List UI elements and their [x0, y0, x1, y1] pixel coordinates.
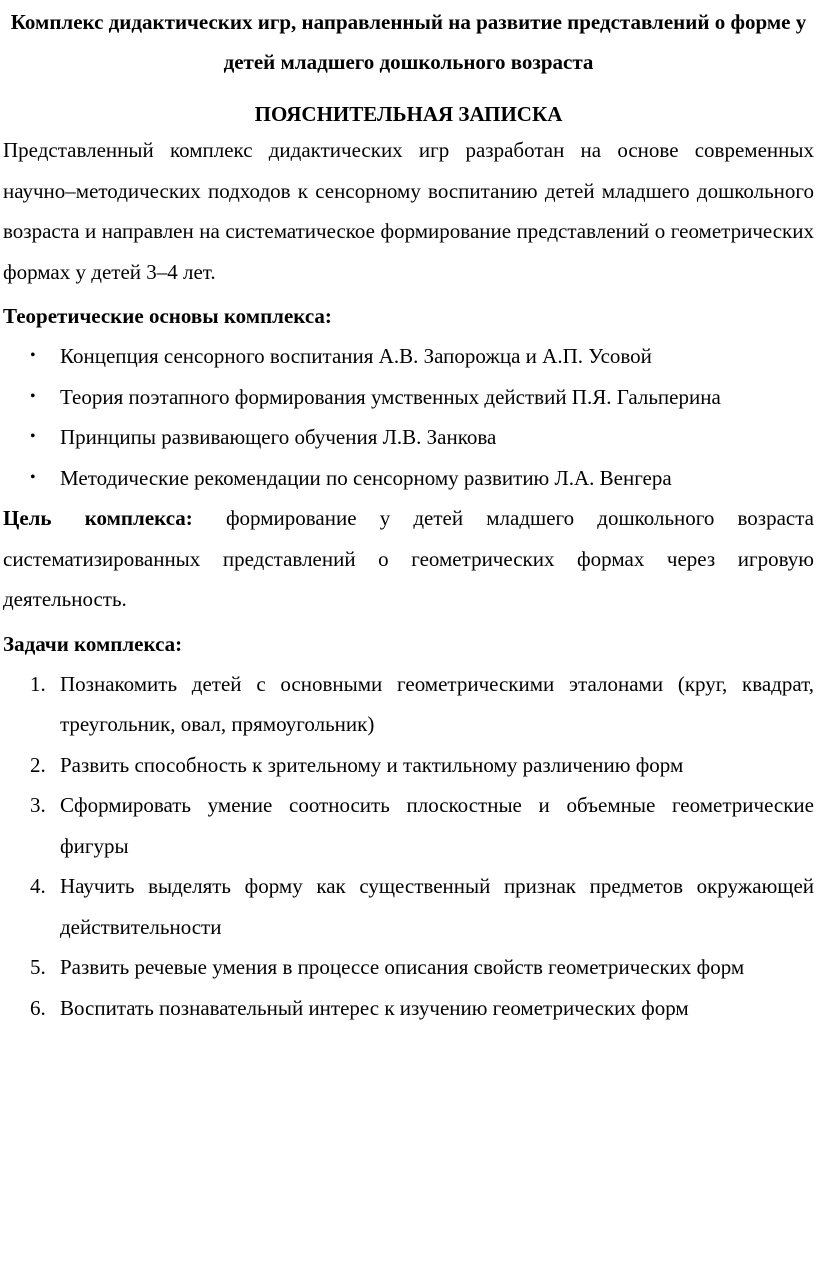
bullet-icon: • — [30, 347, 36, 364]
list-item — [3, 417, 814, 458]
list-item — [3, 947, 814, 988]
list-item-text: Сформировать умение соотносить плоскостные и объемные геометрические фигуры — [60, 793, 814, 858]
document-title: Комплекс дидактических игр, направленный на развитие представлений о форме у детей младшего дошкольного возраста — [10, 10, 807, 74]
list-item-number: 1. — [30, 671, 46, 696]
list-item — [3, 458, 814, 499]
goal-text: формирование у детей младшего дошкольного возраста систематизированных представлений о геометрических формах через игровую деятельность. — [3, 506, 815, 611]
list-item — [3, 988, 814, 1029]
goal-label: Цель комплекса: — [3, 506, 193, 530]
list-item-text: Познакомить детей с основными геометрическими эталонами (круг, квадрат, треугольник, овал, прямоугольник) — [60, 671, 814, 736]
list-item-number: 3. — [30, 793, 46, 817]
list-item — [3, 745, 814, 786]
bullet-icon: • — [30, 387, 36, 405]
list-item — [3, 664, 814, 745]
list-item-text: Концепция сенсорного воспитания А.В. Запорожца и А.П. Усовой — [60, 344, 652, 368]
list-item-text: Теория поэтапного формирования умственных действий П.Я. Гальперина — [60, 384, 721, 409]
intro-paragraph: Представленный комплекс дидактических игр разработан на основе современных научно–методических подходов к сенсорному воспитанию детей младшего дошкольного возраста и направлен на систематическое формирование представлений о геометрических формах у детей 3–4 лет. — [3, 138, 814, 284]
theory-list — [3, 336, 814, 498]
list-item-number: 6. — [30, 995, 46, 1020]
section-title: ПОЯСНИТЕЛЬНАЯ ЗАПИСКА — [254, 102, 563, 126]
list-item-text: Развить речевые умения в процессе описания свойств геометрических форм — [60, 955, 745, 979]
list-item — [3, 336, 814, 377]
bullet-icon: • — [30, 468, 36, 486]
theory-heading: Теоретические основы комплекса: — [3, 304, 332, 328]
goal-paragraph — [3, 498, 814, 620]
list-item-text: Воспитать познавательный интерес к изучению геометрических форм — [60, 995, 689, 1020]
list-item — [3, 377, 814, 418]
tasks-heading: Задачи комплекса: — [3, 631, 183, 656]
list-item-text: Научить выделять форму как существенный признак предметов окружающей действительности — [60, 874, 814, 939]
list-item — [3, 866, 814, 947]
list-item-number: 4. — [30, 874, 46, 898]
tasks-list — [3, 664, 814, 1029]
list-item — [3, 785, 814, 866]
list-item-number: 5. — [30, 955, 46, 979]
list-item-number: 2. — [30, 752, 46, 777]
list-item-text: Принципы развивающего обучения Л.В. Занкова — [60, 425, 497, 449]
list-item-text: Развить способность к зрительному и тактильному различению форм — [60, 752, 684, 777]
bullet-icon: • — [30, 428, 36, 445]
list-item-text: Методические рекомендации по сенсорному развитию Л.А. Венгера — [60, 465, 672, 490]
